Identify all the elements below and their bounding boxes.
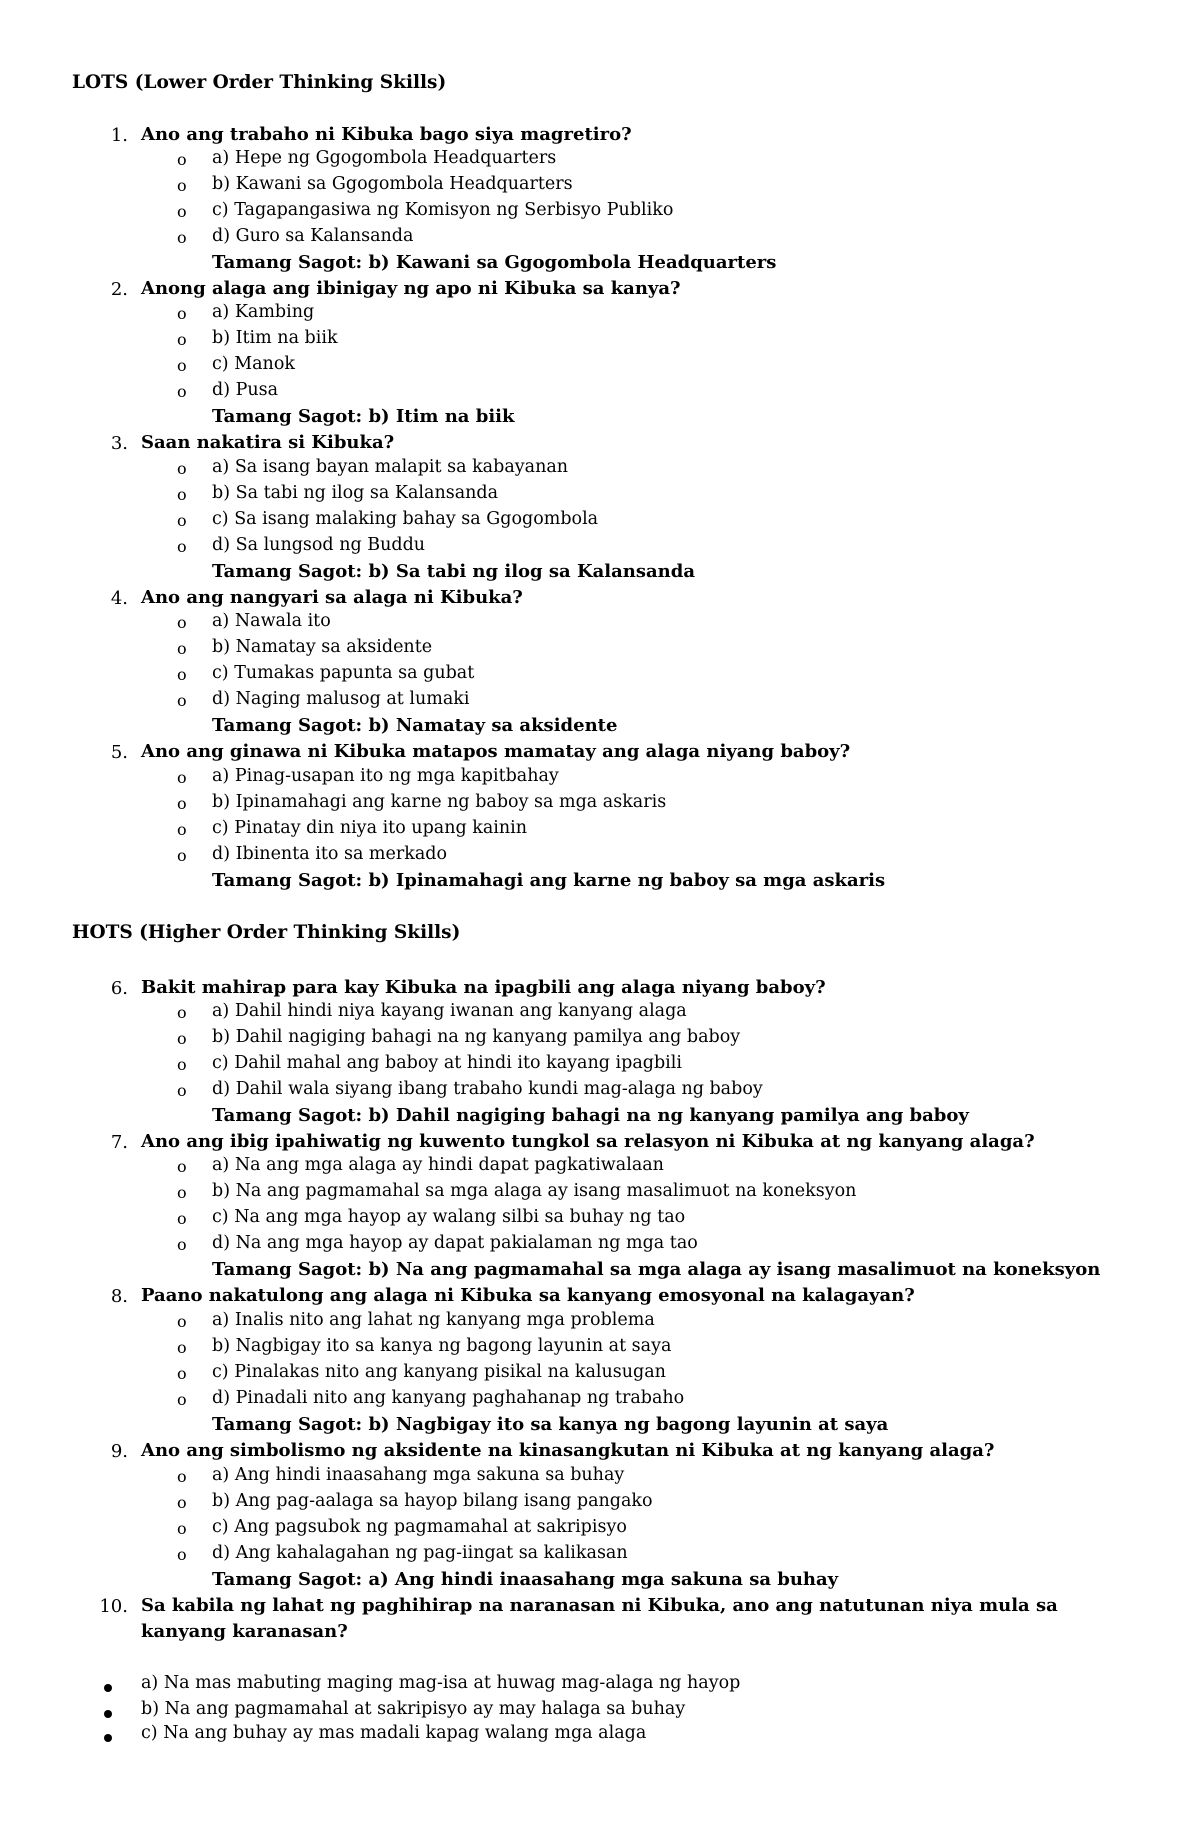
option-text: d) Pinadali nito ang kanyang paghahanap ng trabaho — [212, 1388, 685, 1408]
question-number: 4. — [110, 588, 128, 609]
bullet-dot — [104, 1734, 112, 1742]
option-bullet: o — [177, 1157, 187, 1176]
question-text: Ano ang nangyari sa alaga ni Kibuka? — [141, 587, 523, 608]
option-bullet: o — [177, 382, 187, 401]
option-text: a) Na ang mga alaga ay hindi dapat pagkatiwalaan — [212, 1155, 664, 1175]
option-text: c) Na ang mga hayop ay walang silbi sa buhay ng tao — [212, 1207, 686, 1227]
option-bullet: o — [177, 1390, 187, 1409]
option-text: c) Manok — [212, 354, 295, 374]
option-text: b) Dahil nagiging bahagi na ng kanyang pamilya ang baboy — [212, 1027, 741, 1047]
question-text: Sa kabila ng lahat ng paghihirap na naranasan ni Kibuka, ano ang natutunan niya mula sa kanyang karanasan? — [141, 1595, 1058, 1642]
option-text: c) Tumakas papunta sa gubat — [212, 663, 475, 683]
option-bullet: o — [177, 1209, 187, 1228]
correct-answer: Tamang Sagot: b) Kawani sa Ggogombola Headquarters — [212, 252, 777, 273]
question-text: Saan nakatira si Kibuka? — [141, 432, 395, 453]
option-text: d) Guro sa Kalansanda — [212, 226, 414, 246]
option-bullet: o — [177, 150, 187, 169]
option-bullet: o — [177, 613, 187, 632]
option-text: b) Sa tabi ng ilog sa Kalansanda — [212, 483, 499, 503]
option-bullet: o — [177, 1029, 187, 1048]
correct-answer: Tamang Sagot: b) Sa tabi ng ilog sa Kalansanda — [212, 561, 695, 582]
correct-answer: Tamang Sagot: b) Ipinamahagi ang karne ng baboy sa mga askaris — [212, 870, 886, 891]
question-text: Ano ang simbolismo ng aksidente na kinasangkutan ni Kibuka at ng kanyang alaga? — [141, 1440, 995, 1461]
lots-heading: LOTS (Lower Order Thinking Skills) — [72, 72, 447, 93]
option-bullet: o — [177, 176, 187, 195]
question-number: 5. — [110, 742, 128, 763]
option-text: d) Naging malusog at lumaki — [212, 689, 470, 709]
option-text: c) Pinatay din niya ito upang kainin — [212, 818, 528, 838]
option-text: d) Pusa — [212, 380, 279, 400]
correct-answer: Tamang Sagot: a) Ang hindi inaasahang mga sakuna sa buhay — [212, 1569, 839, 1590]
option-text: c) Dahil mahal ang baboy at hindi ito kayang ipagbili — [212, 1053, 682, 1073]
option-text: a) Kambing — [212, 302, 315, 322]
question-text: Ano ang ibig ipahiwatig ng kuwento tungkol sa relasyon ni Kibuka at ng kanyang alaga? — [141, 1131, 1035, 1152]
bullet-dot — [104, 1710, 112, 1718]
option-text: a) Inalis nito ang lahat ng kanyang mga problema — [212, 1310, 655, 1330]
option-text: c) Sa isang malaking bahay sa Ggogombola — [212, 509, 599, 529]
option-text: b) Namatay sa aksidente — [212, 637, 433, 657]
question-number: 6. — [110, 978, 128, 999]
option-bullet: o — [177, 1183, 187, 1202]
correct-answer: Tamang Sagot: b) Na ang pagmamahal sa mga alaga ay isang masalimuot na koneksyon — [212, 1259, 1101, 1280]
option-bullet: o — [177, 1235, 187, 1254]
question-number: 8. — [110, 1286, 128, 1307]
option-text: d) Sa lungsod ng Buddu — [212, 535, 426, 555]
question-text: Ano ang trabaho ni Kibuka bago siya magretiro? — [141, 124, 632, 145]
correct-answer: Tamang Sagot: b) Nagbigay ito sa kanya ng bagong layunin at saya — [212, 1414, 889, 1435]
option-text: b) Ipinamahagi ang karne ng baboy sa mga askaris — [212, 792, 667, 812]
question-text: Bakit mahirap para kay Kibuka na ipagbili ang alaga niyang baboy? — [141, 977, 826, 998]
option-text: c) Tagapangasiwa ng Komisyon ng Serbisyo Publiko — [212, 200, 674, 220]
option-text: a) Nawala ito — [212, 611, 331, 631]
option-bullet: o — [177, 1312, 187, 1331]
correct-answer: Tamang Sagot: b) Itim na biik — [212, 406, 515, 427]
option-text: a) Hepe ng Ggogombola Headquarters — [212, 148, 557, 168]
option-bullet: o — [177, 459, 187, 478]
question-number: 9. — [110, 1441, 128, 1462]
option-bullet: o — [177, 794, 187, 813]
question-number: 10. — [99, 1596, 128, 1617]
option-bullet: o — [177, 228, 187, 247]
question-number: 2. — [110, 279, 128, 300]
question-text: Paano nakatulong ang alaga ni Kibuka sa kanyang emosyonal na kalagayan? — [141, 1285, 915, 1306]
option-bullet: o — [177, 1338, 187, 1357]
option-text: a) Na mas mabuting maging mag-isa at huwag mag-alaga ng hayop — [141, 1673, 741, 1693]
option-text: c) Pinalakas nito ang kanyang pisikal na kalusugan — [212, 1362, 666, 1382]
option-text: b) Kawani sa Ggogombola Headquarters — [212, 174, 573, 194]
option-bullet: o — [177, 846, 187, 865]
question-number: 7. — [110, 1132, 128, 1153]
option-bullet: o — [177, 202, 187, 221]
option-text: b) Ang pag-aalaga sa hayop bilang isang pangako — [212, 1491, 653, 1511]
option-text: d) Na ang mga hayop ay dapat pakialaman ng mga tao — [212, 1233, 698, 1253]
option-bullet: o — [177, 1545, 187, 1564]
option-bullet: o — [177, 1364, 187, 1383]
option-text: a) Sa isang bayan malapit sa kabayanan — [212, 457, 569, 477]
option-bullet: o — [177, 537, 187, 556]
option-text: a) Pinag-usapan ito ng mga kapitbahay — [212, 766, 559, 786]
option-bullet: o — [177, 304, 187, 323]
option-text: d) Dahil wala siyang ibang trabaho kundi mag-alaga ng baboy — [212, 1079, 763, 1099]
option-text: b) Nagbigay ito sa kanya ng bagong layunin at saya — [212, 1336, 672, 1356]
option-bullet: o — [177, 820, 187, 839]
option-text: c) Na ang buhay ay mas madali kapag walang mga alaga — [141, 1723, 647, 1743]
correct-answer: Tamang Sagot: b) Namatay sa aksidente — [212, 715, 618, 736]
option-bullet: o — [177, 1003, 187, 1022]
option-bullet: o — [177, 665, 187, 684]
option-bullet: o — [177, 511, 187, 530]
option-text: b) Na ang pagmamahal at sakripisyo ay may halaga sa buhay — [141, 1699, 686, 1719]
option-text: a) Dahil hindi niya kayang iwanan ang kanyang alaga — [212, 1001, 687, 1021]
option-bullet: o — [177, 1519, 187, 1538]
option-bullet: o — [177, 1493, 187, 1512]
correct-answer: Tamang Sagot: b) Dahil nagiging bahagi na ng kanyang pamilya ang baboy — [212, 1105, 969, 1126]
option-text: a) Ang hindi inaasahang mga sakuna sa buhay — [212, 1465, 625, 1485]
option-text: c) Ang pagsubok ng pagmamahal at sakripisyo — [212, 1517, 627, 1537]
question-number: 3. — [110, 433, 128, 454]
option-bullet: o — [177, 1081, 187, 1100]
option-bullet: o — [177, 330, 187, 349]
option-bullet: o — [177, 639, 187, 658]
bullet-dot — [104, 1684, 112, 1692]
option-text: d) Ang kahalagahan ng pag-iingat sa kalikasan — [212, 1543, 628, 1563]
option-text: b) Itim na biik — [212, 328, 338, 348]
hots-heading: HOTS (Higher Order Thinking Skills) — [72, 922, 461, 943]
question-text: Anong alaga ang ibinigay ng apo ni Kibuka sa kanya? — [141, 278, 681, 299]
option-text: b) Na ang pagmamahal sa mga alaga ay isang masalimuot na koneksyon — [212, 1181, 857, 1201]
option-text: d) Ibinenta ito sa merkado — [212, 844, 448, 864]
option-bullet: o — [177, 356, 187, 375]
question-text: Ano ang ginawa ni Kibuka matapos mamatay ang alaga niyang baboy? — [141, 741, 851, 762]
option-bullet: o — [177, 691, 187, 710]
option-bullet: o — [177, 768, 187, 787]
option-bullet: o — [177, 1055, 187, 1074]
question-number: 1. — [110, 125, 128, 146]
option-bullet: o — [177, 1467, 187, 1486]
option-bullet: o — [177, 485, 187, 504]
